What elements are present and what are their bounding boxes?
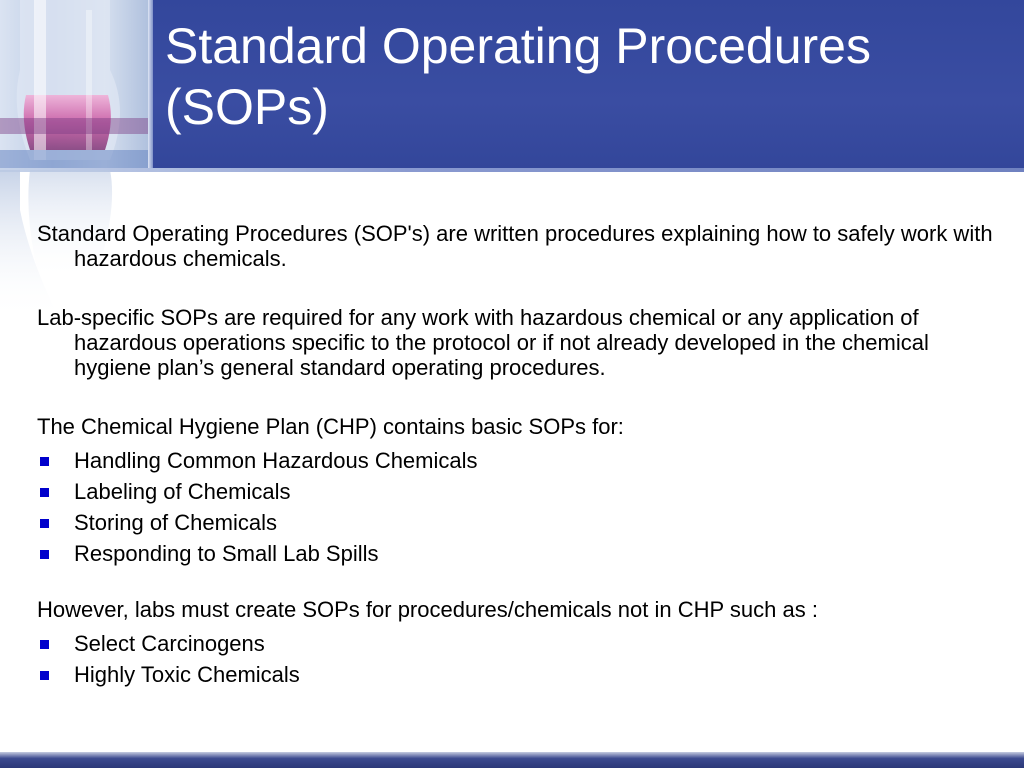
paragraph-sop-definition: Standard Operating Procedures (SOP's) are written procedures explaining how to safely work with hazardous chemicals. — [37, 221, 993, 271]
paragraph-extra-sops-intro: However, labs must create SOPs for procedures/chemicals not in CHP such as : — [37, 597, 818, 622]
list-item-label: Labeling of Chemicals — [74, 479, 291, 504]
header-divider — [148, 0, 153, 170]
list-item — [37, 538, 997, 569]
flask-photo-graphic — [0, 0, 150, 170]
square-bullet-icon — [40, 640, 49, 649]
square-bullet-icon — [40, 457, 49, 466]
square-bullet-icon — [40, 550, 49, 559]
list-item-label: Select Carcinogens — [74, 631, 265, 656]
square-bullet-icon — [40, 488, 49, 497]
header-underline — [0, 168, 1024, 172]
list-item — [37, 476, 997, 507]
list-item-label: Highly Toxic Chemicals — [74, 662, 300, 687]
list-item-label: Storing of Chemicals — [74, 510, 277, 535]
slide-title — [165, 16, 1005, 138]
footer-band — [0, 752, 1024, 768]
square-bullet-icon — [40, 519, 49, 528]
list-item — [37, 507, 997, 538]
lab-flask-photo — [0, 0, 150, 170]
list-item — [37, 628, 997, 659]
list-item — [37, 659, 997, 690]
slide-body — [37, 221, 997, 690]
extra-sop-list — [37, 628, 997, 690]
title-line-1: Standard Operating Procedures — [165, 18, 871, 74]
list-item-label: Responding to Small Lab Spills — [74, 541, 379, 566]
chp-sop-list — [37, 445, 997, 569]
square-bullet-icon — [40, 671, 49, 680]
title-line-2: (SOPs) — [165, 79, 329, 135]
list-item — [37, 445, 997, 476]
list-item-label: Handling Common Hazardous Chemicals — [74, 448, 478, 473]
paragraph-lab-specific-sops: Lab-specific SOPs are required for any work with hazardous chemical or any application of hazardous operations specific to the protocol or if not already developed in the chemical hygiene plan’s general standard operating procedures. — [37, 305, 929, 380]
paragraph-chp-intro: The Chemical Hygiene Plan (CHP) contains basic SOPs for: — [37, 414, 624, 439]
